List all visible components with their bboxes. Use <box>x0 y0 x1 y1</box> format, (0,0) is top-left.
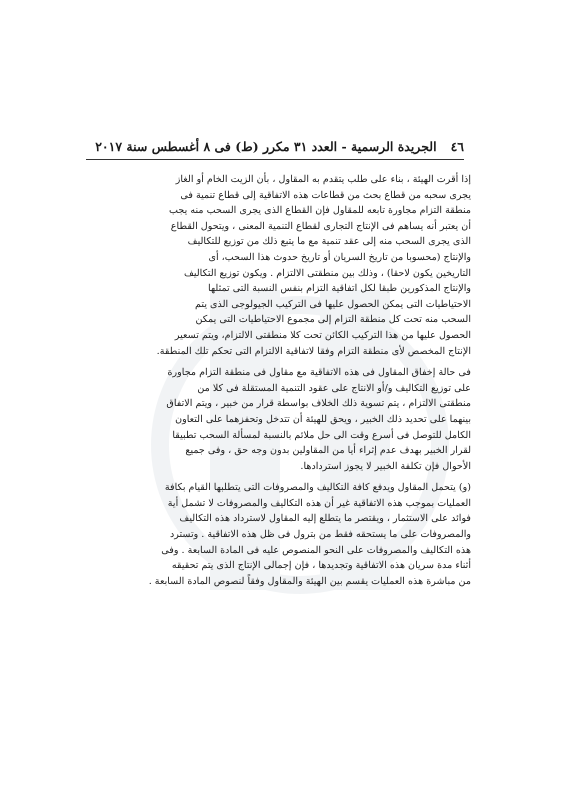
text-line: فوائد على الاستثمار ، ويقتصر ما يتطلع إليه المقاول لاسترداد هذه التكاليف <box>179 513 471 525</box>
text-line: أثناء مدة سريان هذه الاتفاقية وتجديدها ، فإن إجمالى الإنتاج الذى يتم تحقيقه <box>171 560 471 572</box>
header-title: الجريدة الرسمية - العدد ٣١ مكرر (ط) فى ٨ أغسطس سنة ٢٠١٧ <box>95 138 437 154</box>
text-line: الذى يجرى السحب منه إلى عقد تنمية مع ما يتبع ذلك من توزيع للتكاليف <box>187 236 471 248</box>
paragraph <box>118 172 471 359</box>
text-line: من مباشرة هذه العمليات يقسم بين الهيئة والمقاول وفقاً لنصوص المادة السابعة . <box>148 575 471 587</box>
text-line: العمليات بموجب هذه الاتفاقية غير أن هذه التكاليف والمصروفات لا تشمل أية <box>167 497 471 509</box>
paragraph <box>118 365 471 474</box>
text-line: والمصروفات على ما يستحقه فقط من بترول فى ظل هذه الاتفاقية . وتسترد <box>169 529 471 541</box>
text-line: أن يعتبر أنه يساهم فى الإنتاج التجارى لقطاع التنمية المعنى ، ويتحول القطاع <box>170 220 471 232</box>
text-line: الإنتاج المخصص لأى منطقة التزام وفقا لاتفاقية الالتزام التى تحكم تلك المنطقة. <box>156 345 471 357</box>
text-line: منطقتى الالتزام ، يتم تسوية ذلك الخلاف بواسطة قرار من خبير ، ويتم الاتفاق <box>166 398 471 410</box>
text-line: يجرى سحبه من قطاع بحث من قطاعات هذه الاتفاقية إلى قطاع تنمية فى <box>180 189 471 201</box>
text-line: فى حالة إخفاق المقاول فى هذه الاتفاقية مع مقاول فى منطقة التزام مجاورة <box>167 367 471 379</box>
page-number: ٤٦ <box>450 138 464 154</box>
document-body <box>118 172 471 589</box>
text-line: الأحوال فإن تكلفة الخبير لا يجوز استردادها. <box>300 460 471 472</box>
text-line: التاريخين يكون لاحقا) ، وذلك بين منطقتى الالتزام . ويكون توزيع التكاليف <box>183 267 471 279</box>
text-line: والإنتاج المذكورين طبقا لكل اتفاقية التزام بنفس النسبة التى تمثلها <box>208 283 471 295</box>
page-header <box>86 136 464 156</box>
text-line: منطقة التزام مجاورة تابعه للمقاول فإن القطاع الذى يجرى السحب منه يجب <box>169 205 471 217</box>
text-line: (و) يتحمل المقاول ويدفع كافة التكاليف والمصروفات التى يتطلبها القيام بكافة <box>164 482 471 494</box>
text-line: بينهما على تحديد ذلك الخبير ، ويحق للهيئة أن تتدخل وتحفزهما على التعاون <box>175 413 471 425</box>
text-line: هذه التكاليف والمصروفات على النحو المنصوص عليه فى المادة السابعة . وفى <box>161 544 471 556</box>
text-line: على توزيع التكاليف و/أو الانتاج على عقود التنمية المستقلة فى كلا من <box>197 382 471 394</box>
text-line: الكامل للتوصل فى أسرع وقت الى حل ملائم بالنسبة لمسألة السحب تطبيقا <box>172 429 471 441</box>
text-line: السحب منه تحت كل منطقة التزام إلى مجموع الاحتياطيات التى يمكن <box>195 314 471 326</box>
text-line: لقرار الخبير بهدف عدم إثراء أيا من المقاولين بدون وجه حق ، وفى جميع <box>185 445 471 457</box>
text-line: الاحتياطيات التى يمكن الحصول عليها فى التركيب الجيولوجى الذى يتم <box>195 298 471 310</box>
paragraph <box>118 480 471 589</box>
text-line: الحصول عليها من هذا التركيب الكائن تحت كلا منطقتى الالتزام، ويتم تسعير <box>174 329 471 341</box>
header-divider <box>86 159 464 160</box>
text-line: إذا أقرت الهيئة ، بناء على طلب يتقدم به المقاول ، بأن الزيت الخام أو الغاز <box>175 174 471 185</box>
text-line: والإنتاج (محسوبا من تاريخ السريان أو تاريخ حدوث هذا السحب، أى <box>208 251 471 263</box>
